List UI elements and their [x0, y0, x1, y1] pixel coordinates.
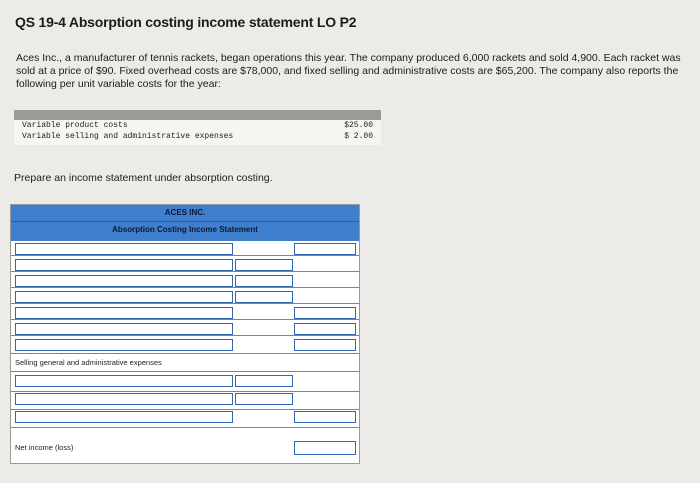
row-divider	[11, 335, 359, 336]
income-statement	[10, 204, 360, 464]
amount-input[interactable]	[294, 339, 356, 351]
row-divider	[11, 353, 359, 354]
amount-input[interactable]	[235, 259, 293, 271]
statement-header	[11, 205, 359, 241]
variable-costs-table	[14, 110, 381, 145]
label-input[interactable]	[15, 375, 233, 387]
cost-value: $ 2.00	[344, 132, 373, 141]
variable-costs-row	[14, 120, 381, 131]
row-divider	[11, 271, 359, 272]
label-input[interactable]	[15, 393, 233, 405]
label-input[interactable]	[15, 339, 233, 351]
statement-title: Absorption Costing Income Statement	[112, 225, 258, 234]
sga-label: Selling general and administrative expenses	[15, 358, 162, 367]
amount-input[interactable]	[235, 375, 293, 387]
amount-input[interactable]	[235, 291, 293, 303]
row-divider	[11, 371, 359, 372]
amount-input[interactable]	[235, 393, 293, 405]
instruction-text: Prepare an income statement under absorption costing.	[14, 172, 273, 184]
label-input[interactable]	[15, 243, 233, 255]
label-input[interactable]	[15, 259, 233, 271]
cost-label: Variable selling and administrative expenses	[22, 132, 234, 141]
row-divider	[11, 427, 359, 428]
page-title: QS 19-4 Absorption costing income statement LO P2	[15, 14, 357, 30]
problem-description: Aces Inc., a manufacturer of tennis rackets, began operations this year. The company produced 6,000 rackets and sold 4,900. Each racket was sold at a price of $90. Fixed overhead costs are $78,000, and fixed selling and administrative costs are $65,200. The company also reports the following per unit variable costs for the year:	[16, 52, 681, 90]
label-input[interactable]	[15, 307, 233, 319]
company-name: ACES INC.	[164, 208, 206, 217]
amount-input[interactable]	[235, 275, 293, 287]
amount-input[interactable]	[294, 411, 356, 423]
label-input[interactable]	[15, 411, 233, 423]
row-divider	[11, 391, 359, 392]
net-income-label: Net income (loss)	[15, 443, 74, 452]
variable-costs-row	[14, 131, 381, 145]
cost-value: $25.00	[344, 121, 373, 130]
row-divider	[11, 287, 359, 288]
header-divider	[11, 221, 359, 222]
cost-label: Variable product costs	[22, 121, 128, 130]
amount-input[interactable]	[294, 323, 356, 335]
row-divider	[11, 319, 359, 320]
net-income-input[interactable]	[294, 441, 356, 455]
variable-costs-header-bar	[14, 110, 381, 120]
row-divider	[11, 409, 359, 410]
row-divider	[11, 303, 359, 304]
amount-input[interactable]	[294, 243, 356, 255]
label-input[interactable]	[15, 291, 233, 303]
row-divider	[11, 255, 359, 256]
label-input[interactable]	[15, 323, 233, 335]
amount-input[interactable]	[294, 307, 356, 319]
label-input[interactable]	[15, 275, 233, 287]
